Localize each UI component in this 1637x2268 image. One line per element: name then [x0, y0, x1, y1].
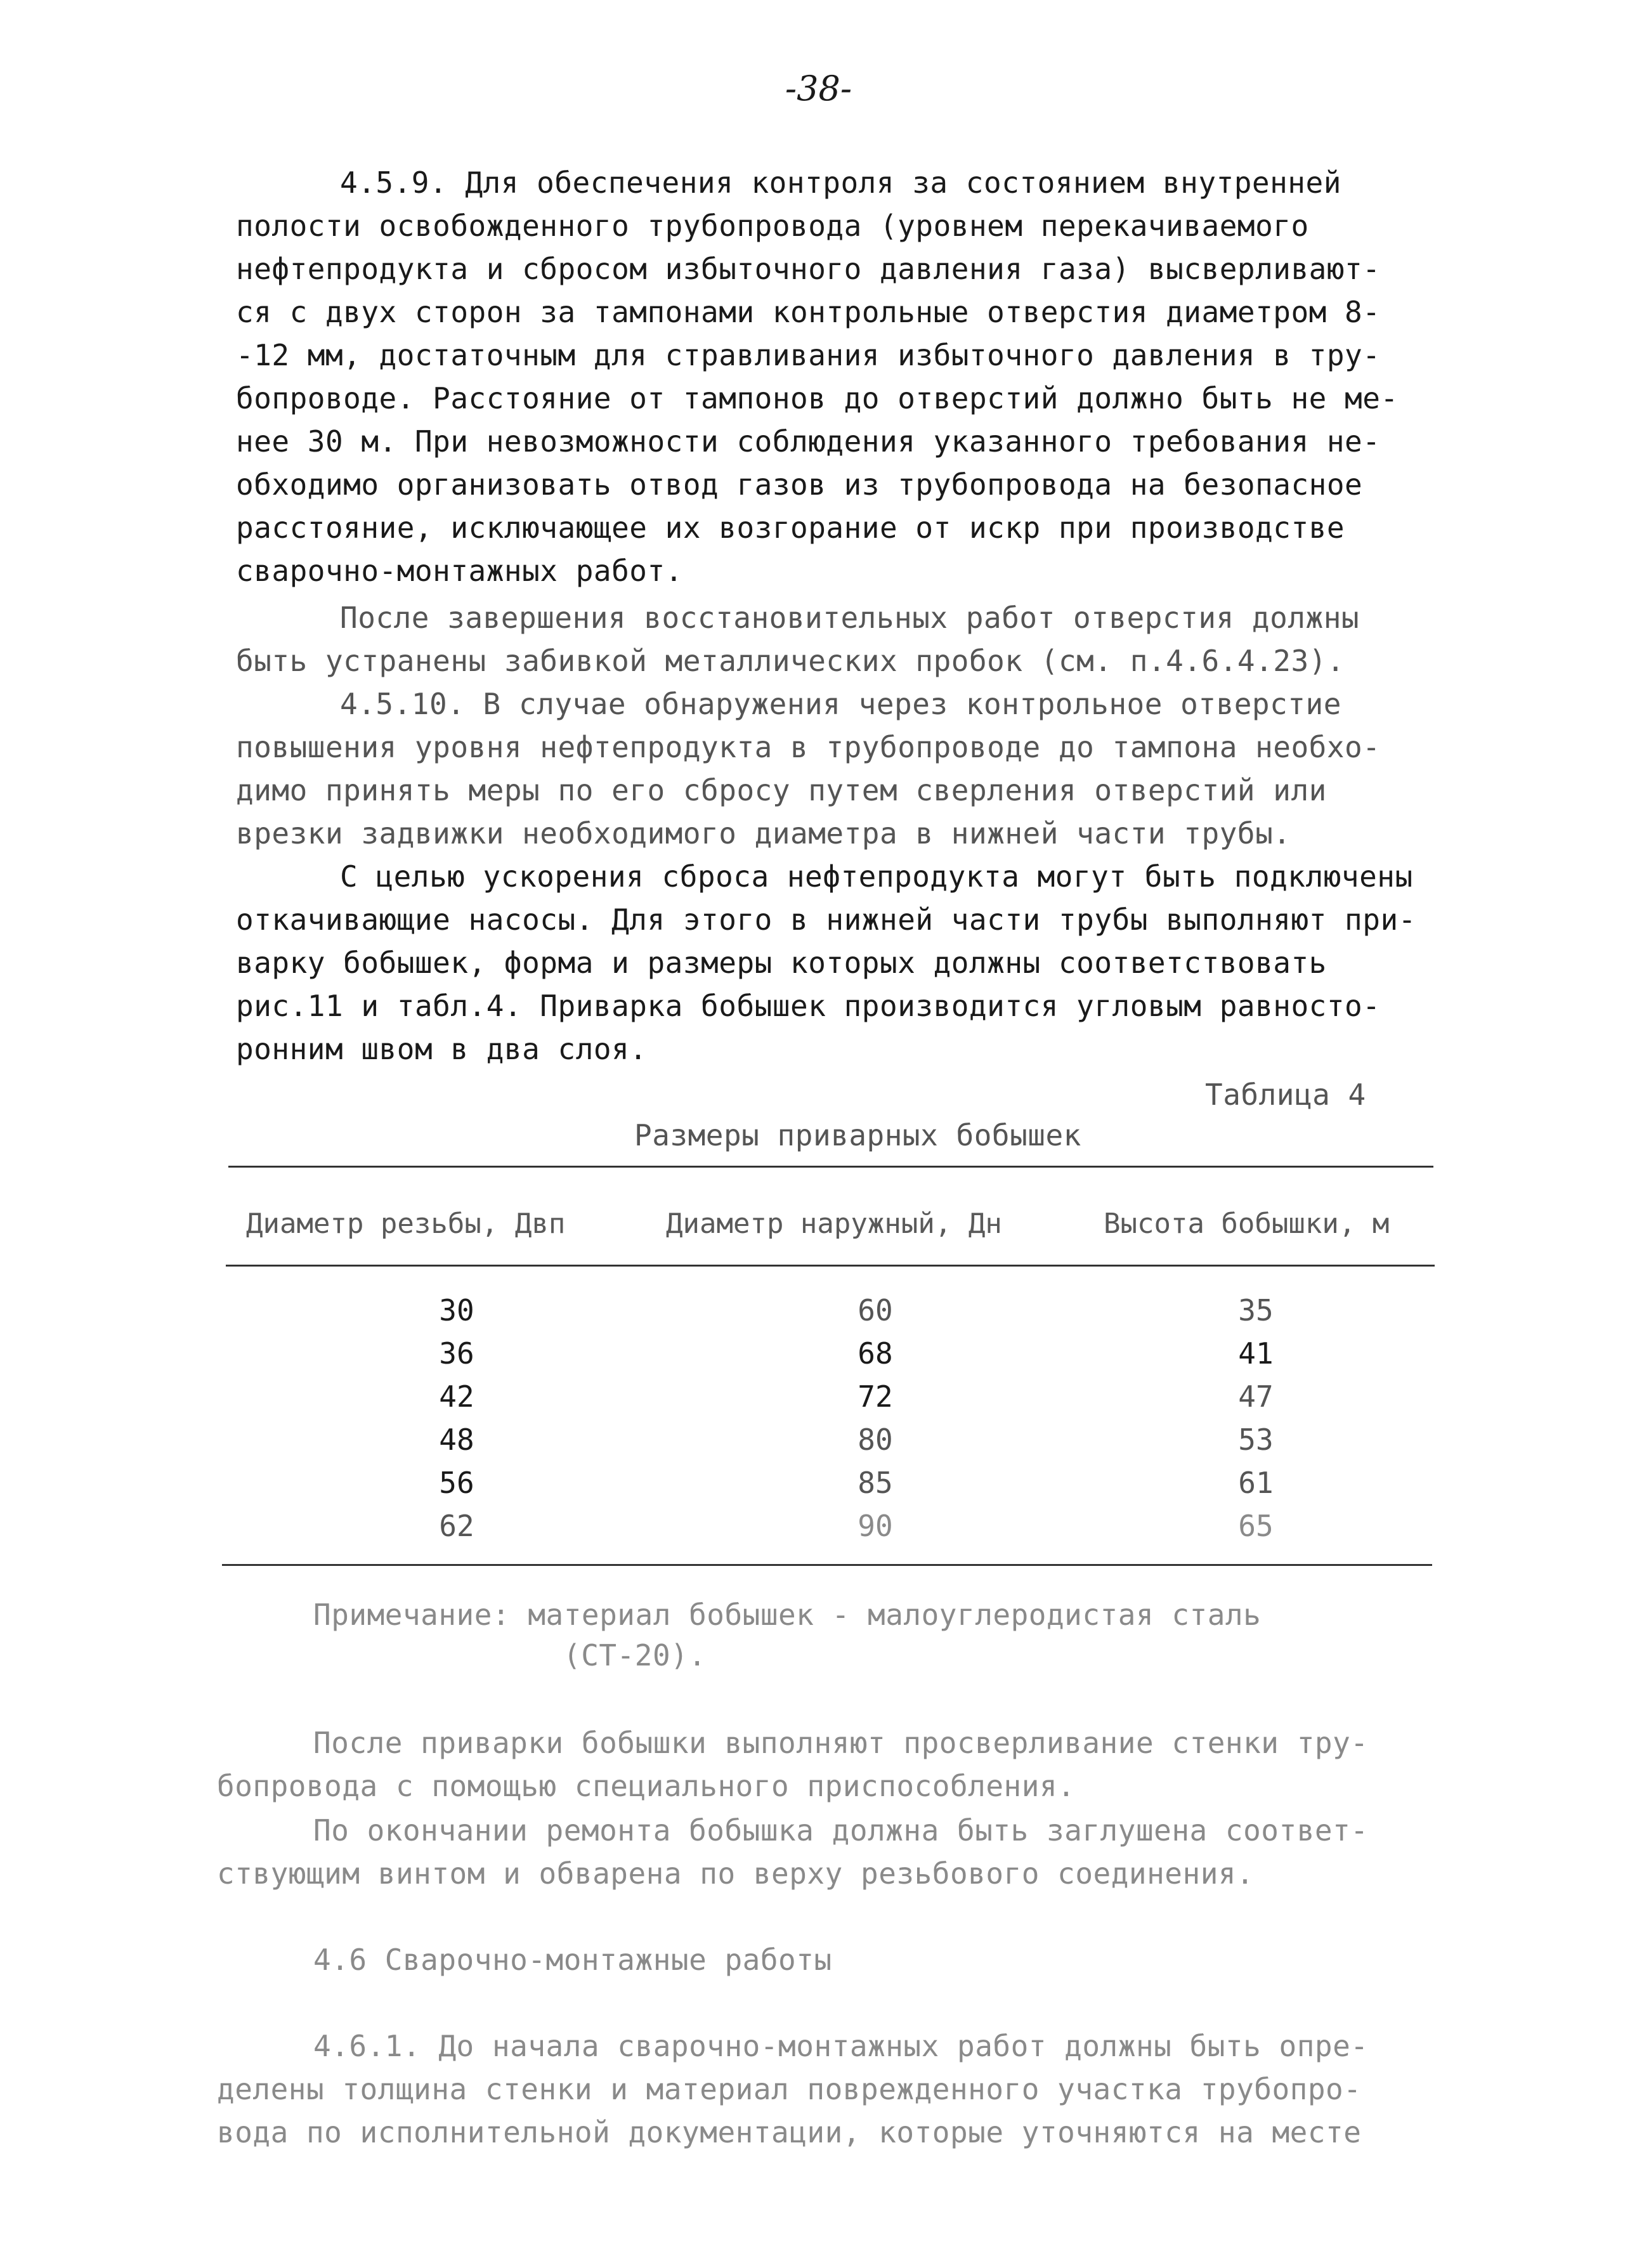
table-cell: 47 — [1238, 1379, 1274, 1414]
text-line: ся с двух сторон за тампонами контрольные отверстия диаметром 8- — [236, 295, 1381, 329]
text-line: По окончании ремонта бобышка должна быть заглушена соответ- — [313, 1813, 1369, 1848]
table-cell: 60 — [858, 1293, 893, 1327]
table-cell: 72 — [858, 1379, 893, 1414]
text-line: бопровода с помощью специального приспособления. — [217, 1769, 1076, 1803]
table-note: Примечание: материал бобышек - малоуглеродистая сталь — [313, 1598, 1262, 1632]
header-cell: Диаметр резьбы, Двп — [246, 1208, 566, 1240]
section-heading: 4.6 Сварочно-монтажные работы — [313, 1943, 832, 1977]
text-line: вода по исполнительной документации, которые уточняются на месте — [217, 2115, 1362, 2149]
text-line: 4.5.10. В случае обнаружения через контрольное отверстие — [340, 687, 1341, 721]
text-line: быть устранены забивкой металлических пробок (см. п.4.6.4.23). — [236, 644, 1345, 678]
text-line: бопроводе. Расстояние от тампонов до отверстий должно быть не ме- — [236, 381, 1399, 415]
table-cell: 53 — [1238, 1423, 1274, 1457]
header-cell: Диаметр наружный, Дн — [666, 1208, 1002, 1240]
text-line: 4.6.1. До начала сварочно-монтажных работ должны быть опре- — [313, 2029, 1369, 2063]
table-cell: 30 — [439, 1293, 474, 1327]
table-cell: 62 — [439, 1509, 474, 1543]
text-line: повышения уровня нефтепродукта в трубопроводе до тампона необхо- — [236, 730, 1381, 764]
table-cell: 85 — [858, 1466, 893, 1500]
table-cell: 90 — [858, 1509, 893, 1543]
text-line: После приварки бобышки выполняют просверливание стенки тру- — [313, 1726, 1369, 1760]
table-cell: 42 — [439, 1379, 474, 1414]
table-cell: 35 — [1238, 1293, 1274, 1327]
text-line: сварочно-монтажных работ. — [236, 554, 683, 588]
text-line: врезки задвижки необходимого диаметра в нижней части трубы. — [236, 816, 1291, 850]
header-cell: Высота бобышки, м — [1104, 1208, 1390, 1240]
text-line: После завершения восстановительных работ отверстия должны — [340, 601, 1360, 635]
table-cell: 41 — [1238, 1336, 1274, 1371]
text-line: рис.11 и табл.4. Приварка бобышек производится угловым равносто- — [236, 989, 1381, 1023]
text-line: откачивающие насосы. Для этого в нижней части трубы выполняют при- — [236, 903, 1416, 937]
page-number: -38- — [785, 68, 852, 108]
text-line: расстояние, исключающее их возгорание от искр при производстве — [236, 511, 1345, 545]
table-header-rule — [226, 1265, 1435, 1267]
text-line: С целью ускорения сброса нефтепродукта могут быть подключены — [340, 859, 1413, 894]
table-cell: 68 — [858, 1336, 893, 1371]
text-line: ронним швом в два слоя. — [236, 1032, 648, 1066]
table-top-rule — [228, 1166, 1433, 1168]
text-line: 4.5.9. Для обеспечения контроля за состоянием внутренней — [340, 166, 1341, 200]
table-cell: 56 — [439, 1466, 474, 1500]
table-cell: 36 — [439, 1336, 474, 1371]
text-line: обходимо организовать отвод газов из трубопровода на безопасное — [236, 467, 1363, 502]
table-label: Таблица 4 — [1205, 1078, 1366, 1112]
table-title: Размеры приварных бобышек — [634, 1118, 1081, 1152]
text-line: нее 30 м. При невозможности соблюдения указанного требования не- — [236, 424, 1381, 459]
table-cell: 65 — [1238, 1509, 1274, 1543]
text-line: делены толщина стенки и материал поврежденного участка трубопро- — [217, 2072, 1362, 2106]
text-line: -12 мм, достаточным для стравливания избыточного давления в тру- — [236, 338, 1381, 372]
text-line: нефтепродукта и сбросом избыточного давления газа) высверливают- — [236, 252, 1381, 286]
table-bottom-rule — [222, 1564, 1432, 1566]
text-line: полости освобожденного трубопровода (уровнем перекачиваемого — [236, 209, 1309, 243]
table-cell: 48 — [439, 1423, 474, 1457]
table-note-continuation: (СТ-20). — [563, 1638, 707, 1672]
text-line: ствующим винтом и обварена по верху резьбового соединения. — [217, 1856, 1255, 1891]
text-line: димо принять меры по его сбросу путем сверления отверстий или — [236, 773, 1327, 807]
table-cell: 80 — [858, 1423, 893, 1457]
text-line: варку бобышек, форма и размеры которых должны соответствовать — [236, 946, 1327, 980]
table-cell: 61 — [1238, 1466, 1274, 1500]
